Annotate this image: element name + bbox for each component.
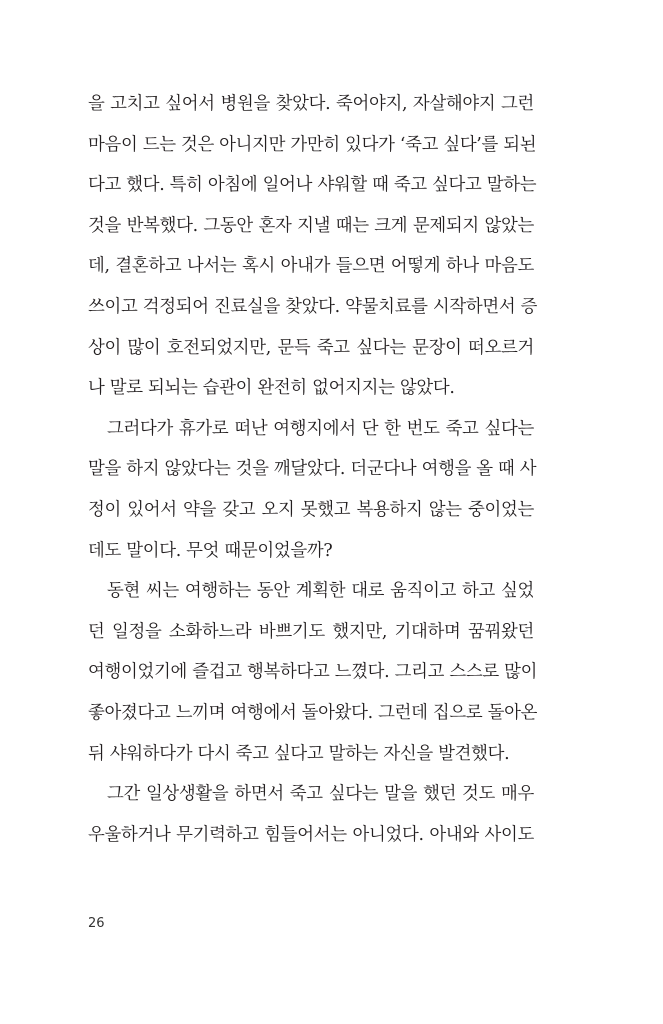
body-text [88,84,538,855]
page-number: 26 [88,916,105,931]
text-line: 쓰이고 걱정되어 진료실을 찾았다. 약물치료를 시작하면서 증 [88,296,538,317]
text-line: 을 고치고 싶어서 병원을 찾았다. 죽어야지, 자살해야지 그런 [88,94,534,114]
text-line: 나 말로 되뇌는 습관이 완전히 없어지지는 않았다. [88,378,455,399]
text-line: 그간 일상생활을 하면서 죽고 싶다는 말을 했던 것도 매우 [107,784,534,805]
text-line: 우울하거나 무기력하고 힘들어서는 아니었다. 아내와 사이도 [88,824,534,845]
text-line: 뒤 샤워하다가 다시 죽고 싶다고 말하는 자신을 발견했다. [88,743,510,764]
text-line: 말을 하지 않았다는 것을 깨달았다. 더군다나 여행을 올 때 사 [88,459,537,480]
text-line: 좋아졌다고 느끼며 여행에서 돌아왔다. 그런데 집으로 돌아온 [88,702,538,723]
text-line: 정이 있어서 약을 갖고 오지 못했고 복용하지 않는 중이었는 [88,499,534,520]
text-line: 마음이 드는 것은 아니지만 가만히 있다가 ‘죽고 싶다’를 되뇐 [88,134,537,155]
text-line: 것을 반복했다. 그동안 혼자 지낼 때는 크게 문제되지 않았는 [88,215,534,236]
text-line: 그러다가 휴가로 떠난 여행지에서 단 한 번도 죽고 싶다는 [107,418,534,439]
text-line: 데도 말이다. 무엇 때문이었을까? [88,540,333,561]
text-line: 다고 했다. 특히 아침에 일어나 샤워할 때 죽고 싶다고 말하는 [88,175,537,196]
text-line: 동현 씨는 여행하는 동안 계획한 대로 움직이고 하고 싶었 [107,581,534,602]
text-line: 상이 많이 호전되었지만, 문득 죽고 싶다는 문장이 떠오르거 [88,337,534,358]
text-line: 데, 결혼하고 나서는 혹시 아내가 들으면 어떻게 하나 마음도 [88,256,534,277]
text-line: 던 일정을 소화하느라 바쁘기도 했지만, 기대하며 꿈꿔왔던 [88,621,534,642]
text-line: 여행이었기에 즐겁고 행복하다고 느꼈다. 그리고 스스로 많이 [88,662,538,683]
